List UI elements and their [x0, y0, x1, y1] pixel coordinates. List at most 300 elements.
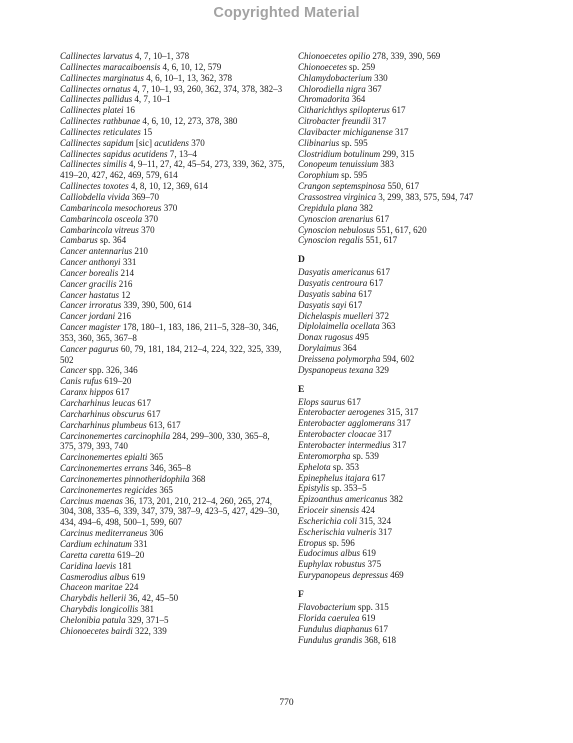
page-refs: 617 [372, 623, 388, 634]
index-entry [298, 440, 524, 451]
page-refs: 550, 617 [385, 181, 420, 192]
index-entry [60, 127, 286, 138]
page-refs: 619–20 [101, 376, 132, 387]
page-refs: 617 [345, 396, 361, 407]
species-name: Fundulus diaphanus [298, 623, 373, 634]
page-refs: 368, 618 [362, 634, 397, 645]
index-entry [60, 387, 286, 398]
species-name: Charybdis hellerii [60, 593, 127, 604]
page-refs: 7, 13–4 [167, 148, 197, 159]
page-refs: 181 [116, 560, 132, 571]
page-number: 770 [279, 698, 294, 708]
species-name: Erioceir sinensis [298, 505, 360, 516]
page-refs: 617 [144, 408, 161, 419]
page-refs: 370 [188, 137, 205, 148]
page-refs: sp. 259 [346, 61, 376, 72]
species-name: Cancer jordani [60, 311, 116, 322]
page-refs: 368 [189, 473, 206, 484]
page-refs: 619 [129, 571, 146, 582]
species-name: Conopeum tenuissium [298, 159, 379, 170]
index-entry [298, 483, 524, 494]
page-refs: 15 [140, 126, 153, 137]
species-name: Chromadorita [298, 94, 350, 105]
page-refs: 4, 7, 10–1 [132, 94, 171, 105]
page-refs: 364 [349, 94, 366, 105]
page-refs: 363 [379, 321, 396, 332]
page-refs: 317 [390, 440, 407, 450]
index-entry [298, 494, 524, 505]
index-entry [298, 451, 524, 462]
species-name: Cancer hastatus [60, 289, 120, 300]
page-refs: 383 [378, 159, 395, 170]
index-entry [298, 192, 524, 203]
page-refs: 375 [365, 559, 382, 570]
index-entry [298, 289, 524, 300]
index-entry [60, 225, 286, 236]
page-refs: 617 [373, 213, 390, 224]
page-refs: 36, 42, 45–50 [126, 593, 179, 604]
page-refs: 551, 617, 620 [374, 224, 427, 235]
index-entry [298, 116, 524, 127]
index-entry [298, 527, 524, 538]
species-name: Citharichthys spilopterus [298, 105, 390, 116]
page-refs: 4, 7, 10–1, 93, 260, 362, 374, 378, 382–3 [130, 83, 283, 94]
species-name: Etropus [298, 537, 327, 548]
species-name: Clibinarius [298, 137, 340, 148]
index-entry [298, 214, 524, 225]
species-name: Cancer borealis [60, 267, 119, 278]
index-entry [60, 311, 286, 322]
index-entry [60, 420, 286, 431]
index-entry [298, 462, 524, 473]
page-refs: 495 [353, 332, 369, 343]
species-name: Enterobacter cloacae [298, 429, 376, 440]
species-name: Chionoecetes [298, 61, 347, 72]
index-entry [60, 626, 286, 637]
species-name: Eurypanopeus depressus [298, 570, 388, 581]
page-refs: 594, 602 [380, 353, 415, 364]
index-entry [298, 635, 524, 646]
index-entry [298, 559, 524, 570]
page-refs: 619–20 [114, 549, 145, 560]
index-entry [60, 73, 286, 84]
species-name: Chlamydobacterium [298, 72, 372, 83]
index-entry [60, 257, 286, 268]
index-entry [298, 429, 524, 440]
species-name: Dreissena polymorpha [298, 353, 381, 364]
page-refs: 4, 8, 10, 12, 369, 614 [128, 181, 208, 192]
index-entry [298, 548, 524, 559]
page-refs: 365 [147, 452, 164, 463]
species-name: Callinectes toxotes [60, 181, 129, 192]
section-letter: F [298, 589, 304, 600]
index-entry [298, 203, 524, 214]
species-name: Cancer anthonyi [60, 257, 121, 268]
species-name: Carcinonemertes carcinophila [60, 430, 171, 441]
species-name: Euphylax robustus [298, 559, 366, 570]
species-name: Escherichia coli [298, 515, 358, 526]
species-name: Cancer irroratus [60, 300, 122, 311]
page-refs: 617 [135, 398, 151, 408]
index-entry [60, 561, 286, 572]
species-name: Callinectes reticulates [60, 126, 141, 137]
species-name: Chlorodiella nigra [298, 83, 366, 94]
entry-note: [sic] [133, 137, 155, 148]
species-name: Fundulus grandis [298, 634, 363, 645]
page-refs: sp. 596 [326, 537, 355, 548]
species-name: Cardium echinatum [60, 538, 132, 549]
page-refs: 617 [389, 105, 406, 116]
page-refs: sp. 595 [338, 170, 368, 181]
index-entry [298, 332, 524, 343]
copyright-banner: Copyrighted Material [213, 5, 360, 21]
index-entry [298, 225, 524, 236]
index-entry [298, 62, 524, 73]
page-refs: 16 [123, 105, 135, 116]
index-entry [60, 431, 286, 453]
species-name: Cambarincola mesochoreus [60, 202, 162, 213]
page-refs: 284, 299–300, 330, 365–8, 375, 379, 393, 740 [60, 430, 270, 452]
index-entry [60, 105, 286, 116]
species-name: Callinectes maracaiboensis [60, 61, 161, 72]
index-entry [60, 181, 286, 192]
index-entry [60, 582, 286, 593]
index-entry [60, 604, 286, 615]
page-refs: 317 [370, 116, 387, 127]
species-name: Charybdis longicollis [60, 604, 139, 615]
species-name: Enterobacter agglomerans [298, 418, 395, 429]
species-name: Carcharhinus plumbeus [60, 419, 147, 430]
index-entry [298, 516, 524, 527]
page-refs: 367 [365, 83, 382, 94]
page-refs: 322, 339 [132, 625, 167, 636]
index-entry [60, 116, 286, 127]
species-name: Callinectes sapidus acutidens [60, 148, 168, 159]
index-entry [298, 505, 524, 516]
index-entry [60, 279, 286, 290]
page-refs: 370 [142, 213, 159, 224]
page-refs: spp. 315 [355, 601, 389, 612]
index-entry [60, 203, 286, 214]
index-entry [298, 278, 524, 289]
species-name: Enterobacter aerogenes [298, 407, 385, 418]
species-name: Clavibacter michiganense [298, 126, 393, 137]
index-entry [60, 300, 286, 311]
page-refs: 619 [360, 548, 376, 559]
index-entry [298, 343, 524, 354]
index-entry [60, 235, 286, 246]
species-name: Carcinonemertes epialti [60, 452, 148, 463]
page-refs: 617 [367, 278, 384, 289]
page-refs: 381 [138, 604, 155, 615]
page-refs: 424 [359, 505, 375, 516]
species-name: Caranx hippos [60, 387, 114, 398]
species-name: Cambarus [60, 235, 98, 246]
species-name: Escherischia vulneris [298, 526, 377, 537]
species-name: Calliobdella vivida [60, 191, 130, 202]
index-entry [298, 354, 524, 365]
index-entry [298, 267, 524, 278]
page-refs: 317 [375, 429, 392, 440]
species-name: Caridina laevis [60, 560, 117, 571]
species-name: Corophium [298, 170, 339, 181]
index-entry [298, 473, 524, 484]
page-refs: sp. 353 [330, 461, 360, 472]
index-entry [60, 192, 286, 203]
index-entry [298, 105, 524, 116]
species-name: Dasyatis sayi [298, 299, 347, 310]
page-refs: 4, 6, 10, 12, 579 [160, 61, 222, 72]
species-name: Chelonibia patula [60, 614, 126, 625]
index-entry [298, 624, 524, 635]
page-refs: 4, 6, 10, 12, 273, 378, 380 [140, 116, 238, 127]
species-name: Carcinonemertes errans [60, 463, 148, 474]
page-refs: 60, 79, 181, 184, 212–4, 224, 322, 325, 339, 502 [60, 343, 282, 365]
page-refs: 4, 6, 10–1, 13, 362, 378 [143, 72, 233, 83]
page-refs: 317 [392, 126, 409, 137]
species-name: Canis rufus [60, 376, 102, 387]
species-name: Cambarincola osceola [60, 213, 143, 224]
page-refs: 364 [340, 343, 357, 354]
index-entry [298, 602, 524, 613]
page-refs: 331 [120, 257, 137, 268]
index-entry [60, 322, 286, 344]
species-name: Carcharhinus leucas [60, 398, 136, 408]
species-name: Chaceon maritae [60, 582, 123, 593]
page-refs: 214 [118, 267, 135, 278]
index-entry [298, 51, 524, 62]
page-refs: 617 [356, 288, 372, 299]
species-name: Carcinonemertes pinnotheridophila [60, 473, 190, 484]
index-entry [298, 149, 524, 160]
index-entry [60, 149, 286, 160]
species-name: Cambarincola vitreus [60, 224, 139, 235]
species-name: Callinectes larvatus [60, 51, 133, 61]
species-name: Carcinus maenas [60, 495, 123, 506]
species-name: Citrobacter freundii [298, 116, 371, 127]
species-name: Chionoecetes opilio [298, 51, 371, 61]
index-entry [298, 407, 524, 418]
page-refs: 4, 9–11, 27, 42, 45–54, 273, 339, 362, 375, 419–20, 427, 462, 469, 579, 614 [60, 159, 285, 181]
index-entry [298, 138, 524, 149]
index-entry [60, 452, 286, 463]
page-refs: 12 [119, 289, 131, 300]
page-refs: 216 [116, 278, 133, 289]
index-entry [60, 84, 286, 95]
index-entry [60, 398, 286, 409]
species-name: Flavobacterium [298, 601, 356, 612]
page-refs: 617 [113, 387, 130, 398]
index-entry [60, 290, 286, 301]
page-refs: 315, 324 [357, 515, 391, 526]
index-entry [60, 409, 286, 420]
species-name: Carcharhinus obscurus [60, 408, 145, 419]
index-entry [298, 365, 524, 376]
page-refs: 370 [161, 202, 178, 213]
index-entry [60, 572, 286, 583]
index-entry [60, 376, 286, 387]
index-entry [60, 214, 286, 225]
species-name: Callinectes pallidus [60, 94, 133, 105]
species-name: Epistylis [298, 483, 330, 494]
page-refs: 339, 390, 500, 614 [121, 300, 192, 311]
species-name: Donax rugosus [298, 332, 354, 343]
index-entry [298, 181, 524, 192]
index-entry [60, 550, 286, 561]
page-refs: 382 [357, 202, 374, 213]
index-entry [60, 51, 286, 62]
species-name: Callinectes sapidum [60, 137, 134, 148]
page-refs: sp. 353–5 [329, 483, 367, 494]
species-name: Cancer gracilis [60, 278, 117, 289]
page-refs: 370 [138, 224, 155, 235]
species-name: Florida caerulea [298, 612, 360, 623]
index-entry [298, 159, 524, 170]
index-entry [60, 474, 286, 485]
index-entry [298, 170, 524, 181]
species-name: Epinephelus itajara [298, 472, 370, 483]
index-entry [60, 539, 286, 550]
species-name: Cancer pagurus [60, 343, 119, 354]
index-entry [298, 613, 524, 624]
species-name: Enteromorpha [298, 450, 351, 461]
section-letter: D [298, 255, 305, 266]
index-entry [60, 528, 286, 539]
index-entry [60, 94, 286, 105]
page-refs: 36, 173, 201, 210, 212–4, 260, 265, 274, 304, 308, 335–6, 339, 347, 379, 387–9, 423–5, 427, 429–30, 434, 494–6, 498, 500–1, 599, 607 [60, 495, 280, 528]
index-entry [298, 397, 524, 408]
species-name: Cancer antennarius [60, 246, 133, 257]
index-entry [298, 235, 524, 246]
index-column-left [60, 51, 286, 637]
species-name: Enterobacter intermedius [298, 440, 391, 450]
page-refs: 306 [147, 528, 164, 539]
page-refs: 617 [346, 299, 363, 310]
page-refs: 317 [394, 418, 411, 429]
index-entry [60, 344, 286, 366]
page-refs: sp. 364 [97, 235, 127, 246]
index-entry [60, 463, 286, 474]
page-refs: 331 [131, 538, 148, 549]
page-refs: 4, 7, 10–1, 378 [132, 51, 190, 61]
species-name: Dichelaspis muelleri [298, 310, 374, 321]
index-column-right [298, 51, 524, 645]
species-name: Caretta caretta [60, 549, 115, 560]
species-name: Ephelota [298, 461, 331, 472]
species-name: Callinectes platei [60, 105, 124, 116]
species-name: Diplolaimella ocellata [298, 321, 380, 332]
species-name: Carcinus mediterraneus [60, 528, 148, 539]
species-name: Crassostrea virginica [298, 191, 376, 202]
species-name: Crangon septemspinosa [298, 181, 386, 192]
species-name: Clostridium botulinum [298, 148, 381, 159]
index-entry [298, 300, 524, 311]
page-refs: 216 [115, 311, 132, 322]
species-name: Cynoscion arenarius [298, 213, 374, 224]
section-letter: E [298, 384, 305, 395]
species-name: Cynoscion regalis [298, 235, 364, 246]
page-refs: 224 [122, 582, 139, 593]
species-name: acutidens [154, 137, 189, 148]
species-name: Cancer [60, 365, 87, 376]
page-refs: 613, 617 [146, 419, 181, 430]
page-refs: 278, 339, 390, 569 [370, 51, 441, 61]
index-entry [298, 311, 524, 322]
page-refs: 315, 317 [384, 407, 419, 418]
page-refs: 617 [369, 472, 386, 483]
page-refs: 469 [387, 570, 404, 581]
species-name: Dasyatis centroura [298, 278, 368, 289]
species-name: Casmerodius albus [60, 571, 130, 582]
index-entry [298, 321, 524, 332]
index-entry [60, 496, 286, 529]
page-refs: 382 [387, 494, 404, 505]
page-refs: 210 [132, 246, 148, 257]
page-refs: 178, 180–1, 183, 186, 211–5, 328–30, 346, 353, 360, 365, 367–8 [60, 322, 279, 343]
page-refs: 617 [374, 267, 390, 278]
species-name: Carcinonemertes regicides [60, 484, 158, 495]
page-refs: sp. 595 [339, 137, 368, 148]
species-name: Cynoscion nebulosus [298, 224, 375, 235]
page-refs: 551, 617 [363, 235, 398, 246]
page-refs: 330 [371, 72, 388, 83]
index-entry [298, 570, 524, 581]
species-name: Dasyatis sabina [298, 288, 357, 299]
index-entry [298, 418, 524, 429]
index-entry [298, 73, 524, 84]
index-entry [60, 593, 286, 604]
species-name: Eudocimus albus [298, 548, 361, 559]
page-refs: 365 [157, 484, 173, 495]
index-entry [60, 365, 286, 376]
index-entry [60, 485, 286, 496]
species-name: Cancer magister [60, 322, 121, 333]
species-name: Dasyatis americanus [298, 267, 375, 278]
page-refs: spp. 326, 346 [86, 365, 138, 376]
page-refs: sp. 539 [350, 450, 379, 461]
page-refs: 329 [373, 364, 389, 375]
page-refs: 369–70 [129, 191, 160, 202]
species-name: Dorylaimus [298, 343, 341, 354]
page-refs: 372 [373, 310, 389, 321]
page-refs: 299, 315 [380, 148, 415, 159]
page-refs: 346, 365–8 [147, 463, 191, 474]
species-name: Chionoecetes bairdi [60, 625, 133, 636]
index-entry [60, 138, 286, 149]
page-refs: 317 [376, 526, 392, 537]
index-entry [298, 127, 524, 138]
species-name: Epizoanthus americanus [298, 494, 388, 505]
index-entry [298, 94, 524, 105]
page-refs: 619 [359, 612, 376, 623]
index-entry [60, 268, 286, 279]
page-refs: 3, 299, 383, 575, 594, 747 [376, 191, 474, 202]
species-name: Callinectes marginatus [60, 72, 144, 83]
page-refs: 329, 371–5 [125, 614, 169, 625]
species-name: Callinectes similis [60, 159, 127, 170]
index-entry [298, 84, 524, 95]
index-entry [60, 159, 286, 181]
index-entry [60, 246, 286, 257]
species-name: Crepidula plana [298, 202, 358, 213]
species-name: Elops saurus [298, 396, 346, 407]
index-entry [298, 538, 524, 549]
index-entry [60, 62, 286, 73]
index-entry [60, 615, 286, 626]
species-name: Callinectes ornatus [60, 83, 131, 94]
species-name: Callinectes rathbunae [60, 116, 141, 127]
species-name: Dyspanopeus texana [298, 364, 374, 375]
